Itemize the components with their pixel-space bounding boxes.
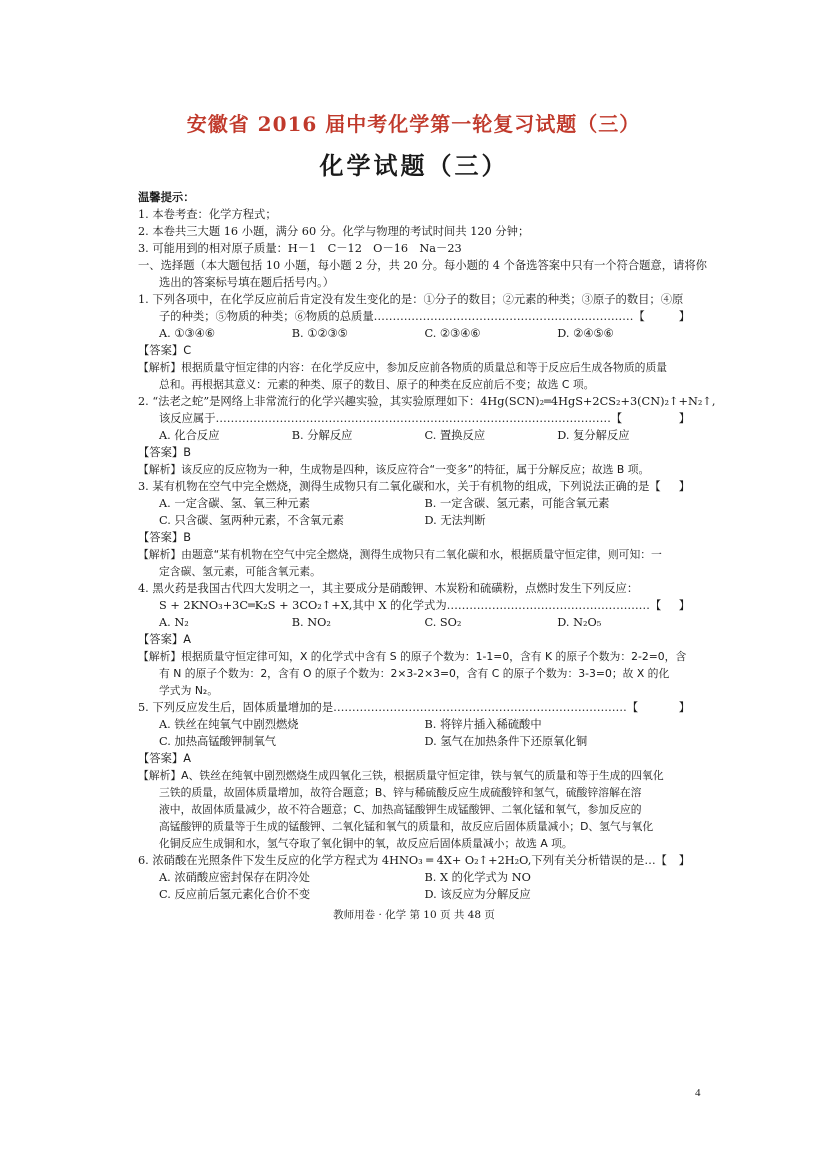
question-stem: 1. 下列各项中，在化学反应前后肯定没有发生变化的是：①分子的数目；②元素的种类；③原子的数目；④原 [138,293,684,306]
option-c: C. 反应前后氢元素化合价不变 [159,888,310,901]
scanned-page [138,146,716,922]
answer: 【答案】A [138,633,191,646]
explanation: 【解析】根据质量守恒定律的内容：在化学反应中，参加反应前各物质的质量总和等于反应后生成各物质的质量 [138,361,668,374]
option-b: B. 分解反应 [291,429,353,442]
question-stem-text: 3. 某有机物在空气中完全燃烧，测得生成物只有二氧化碳和水，关于有机物的组成，下列说法正确的是【 [138,480,661,493]
document-title: 安徽省 2016 届中考化学第一轮复习试题（三） [186,112,641,136]
option-row [138,733,690,750]
question-stem-line [138,699,690,716]
question-stem-text: 子的种类；⑤物质的种类；⑥物质的总质量……………………………………………………………【 [159,310,645,323]
answer-bracket: 】 [678,599,690,612]
option-d: D. 复分解反应 [557,429,630,442]
option-b: B. 一定含碳、氢元素，可能含氧元素 [424,497,610,510]
question-stem-text: S + 2KNO₃+3C═K₂S + 3CO₂↑+X,其中 X 的化学式为………………………………………………【 [159,599,662,612]
question-stem: 4. 黑火药是我国古代四大发明之一，其主要成分是硝酸钾、木炭粉和硫磺粉，点燃时发生下列反应： [138,582,639,595]
answer: 【答案】B [138,531,191,544]
option-d: D. 氢气在加热条件下还原氧化铜 [424,735,588,748]
option-row [138,869,690,886]
explanation: 液中，故固体质量减少，故不符合题意；C、加热高锰酸钾生成锰酸钾、二氧化锰和氧气，参加反应的 [159,803,642,816]
option-d: D. 无法判断 [424,514,486,527]
option-c: C. 只含碳、氢两种元素，不含氧元素 [159,514,344,527]
option-a: A. N₂ [159,616,189,629]
question-stem-text: 6. 浓硝酸在光照条件下发生反应的化学方程式为 4HNO₃ ═ 4X+ O₂↑+2H₂O,下列有关分析错误的是…【 [138,854,667,867]
option-a: A. 一定含碳、氢、氧三种元素 [159,497,310,510]
section-heading-cont: 选出的答案标号填在题后括号内。） [159,276,335,289]
answer: 【答案】C [138,344,192,357]
explanation: 【解析】A、铁丝在纯氧中剧烈燃烧生成四氧化三铁，根据质量守恒定律，铁与氧气的质量和等于生成的四氧化 [138,769,664,782]
question-stem-line [138,308,690,325]
explanation: 总和。再根据其意义：元素的种类、原子的数目、原子的种类在反应前后不变；故选 C 项。 [159,378,595,391]
answer-bracket: 】 [678,701,690,714]
option-d: D. ②④⑤⑥ [557,327,614,340]
explanation: 化铜反应生成铜和水，氢气夺取了氧化铜中的氧，故反应后固体质量减小；故选 A 项。 [159,837,573,850]
question-stem-line [138,852,690,869]
tips-heading: 温馨提示： [138,190,195,204]
option-row [138,512,690,529]
tip-item: 1. 本卷考查：化学方程式； [138,208,277,221]
option-row [138,716,690,733]
tip-item: 3. 可能用到的相对原子质量：H－1 C－12 O－16 Na－23 [138,242,462,255]
option-c: C. SO₂ [424,616,462,629]
answer-bracket: 】 [678,412,690,425]
option-b: B. X 的化学式为 NO [424,871,531,884]
option-b: B. ①②③⑤ [291,327,348,340]
option-a: A. ①③④⑥ [159,327,215,340]
tip-item: 2. 本卷共三大题 16 小题，满分 60 分。化学与物理的考试时间共 120 分钟； [138,225,530,238]
explanation: 【解析】该反应的反应物为一种，生成物是四种，该反应符合“一变多”的特征，属于分解反应；故选 B 项。 [138,463,650,476]
page-number: 4 [695,1087,701,1099]
option-row [138,886,690,903]
explanation: 高锰酸钾的质量等于生成的锰酸钾、二氧化锰和氧气的质量和，故反应后固体质量减小；D、氢气与氧化 [159,820,654,833]
question-stem-text: 5. 下列反应发生后，固体质量增加的是……………………………………………………………………【 [138,701,639,714]
question-stem: 2. “法老之蛇”是网络上非常流行的化学兴趣实验，其实验原理如下：4Hg(SCN)₂═4HgS+2CS₂+3(CN)₂↑+N₂↑, [138,395,716,408]
answer: 【答案】B [138,446,191,459]
explanation: 定含碳、氢元素，可能含氧元素。 [159,565,321,578]
option-row [138,325,690,342]
option-a: A. 铁丝在纯氧气中剧烈燃烧 [159,718,299,731]
section-heading: 一、选择题（本大题包括 10 小题，每小题 2 分，共 20 分。每小题的 4 个备选答案中只有一个符合题意，请将你 [138,259,707,272]
option-c: C. ②③④⑥ [424,327,481,340]
explanation: 【解析】由题意“某有机物在空气中完全燃烧，测得生成物只有二氧化碳和水，根据质量守恒定律，则可知：一 [138,548,662,561]
answer: 【答案】A [138,752,191,765]
option-d: D. 该反应为分解反应 [424,888,531,901]
question-stem-line [138,478,690,495]
option-row [138,495,690,512]
page-footer: 教师用卷 · 化学 第 10 页 共 48 页 [333,909,495,921]
option-b: B. 将锌片插入稀硫酸中 [424,718,542,731]
option-c: C. 置换反应 [424,429,486,442]
option-a: A. 化合反应 [159,429,220,442]
option-c: C. 加热高锰酸钾制氧气 [159,735,277,748]
option-d: D. N₂O₅ [557,616,602,629]
explanation: 【解析】根据质量守恒定律可知，X 的化学式中含有 S 的原子个数为：1-1=0，含有 K 的原子个数为：2-2=0，含 [138,650,687,663]
option-b: B. NO₂ [291,616,331,629]
explanation: 三铁的质量，故固体质量增加，故符合题意；B、锌与稀硫酸反应生成硫酸锌和氢气，硫酸锌溶解在溶 [159,786,642,799]
explanation: 学式为 N₂。 [159,684,219,697]
exam-title: 化学试题（三） [319,151,509,180]
question-stem-text: 该反应属于……………………………………………………………………………………………【 [159,412,623,425]
option-a: A. 浓硝酸应密封保存在阴冷处 [159,871,310,884]
option-row [138,427,690,444]
question-stem-line [138,410,690,427]
answer-bracket: 】 [678,854,690,867]
answer-bracket: 】 [678,480,690,493]
option-row [138,614,690,631]
question-stem-line [138,597,690,614]
answer-bracket: 】 [678,310,690,323]
explanation: 有 N 的原子个数为：2，含有 O 的原子个数为：2×3-2×3=0，含有 C 的原子个数为：3-3=0；故 X 的化 [159,667,670,680]
